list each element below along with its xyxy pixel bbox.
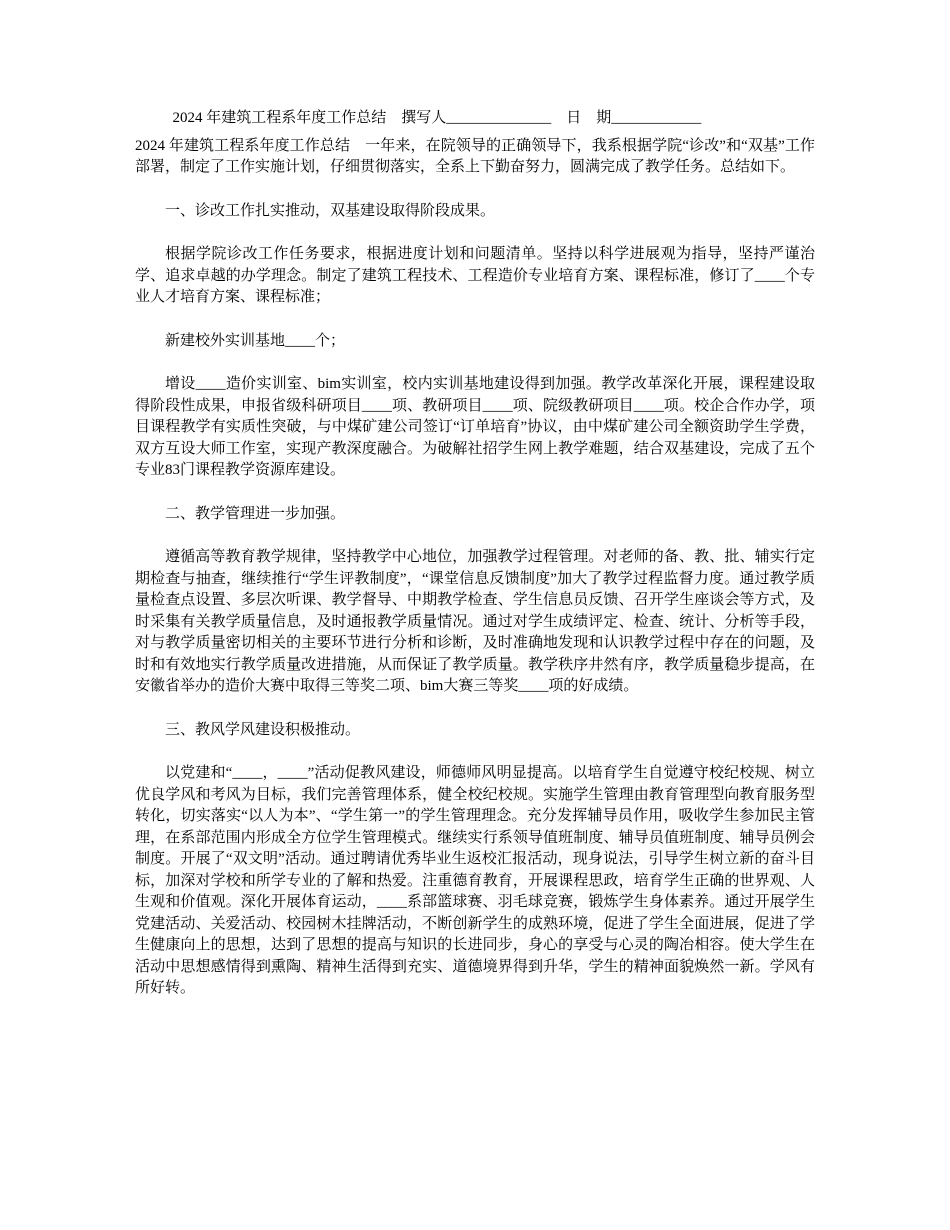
section-1-paragraph-1: 根据学院诊改工作任务要求，根据进度计划和问题清单。坚持以科学进展观为指导，坚持严谨治学、追求卓越的办学理念。制定了建筑工程技术、工程造价专业培育方案、课程标准，修订了____个专业人才培育方案、课程标准； xyxy=(135,246,815,305)
document-title-line: 2024 年建筑工程系年度工作总结 撰写人______________ 日 期____________ xyxy=(172,110,702,126)
document-content xyxy=(135,108,815,1022)
section-3-paragraph-1: 以党建和“____，____”活动促教风建设，师德师风明显提高。以培育学生自觉遵守校纪校规、树立优良学风和考风为目标，我们完善管理体系，健全校纪校规。实施学生管理由教育管理型向教育服务型转化，切实落实“以人为本”、“学生第一”的学生管理理念。充分发挥辅导员作用，吸收学生参加民主管理，在系部范围内形成全方位学生管理模式。继续实行系领导值班制度、辅导员值班制度、辅导员例会制度。开展了“双文明”活动。通过聘请优秀毕业生返校汇报活动，现身说法，引导学生树立新的奋斗目标，加深对学校和所学专业的了解和热爱。注重德育教育，开展课程思政，培育学生正确的世界观、人生观和价值观。深化开展体育运动，____系部篮球赛、羽毛球竞赛，锻炼学生身体素养。通过开展学生党建活动、关爱活动、校园树木挂牌活动，不断创新学生的成熟环境，促进了学生全面进展，促进了学生健康向上的思想，达到了思想的提高与知识的长进同步，身心的享受与心灵的陶冶相容。使大学生在活动中思想感情得到熏陶、精神生活得到充实、道德境界得到升华，学生的精神面貌焕然一新。学风有所好转。 xyxy=(135,765,815,996)
intro-paragraph: 2024 年建筑工程系年度工作总结 一年来，在院领导的正确领导下，我系根据学院“诊改”和“双基”工作部署，制定了工作实施计划，仔细贯彻落实，全系上下勤奋努力，圆满完成了教学任务。总结如下。 xyxy=(135,137,815,175)
section-2-heading: 二、教学管理进一步加强。 xyxy=(165,505,346,522)
section-2-paragraph-1: 遵循高等教育教学规律，坚持教学中心地位，加强教学过程管理。对老师的备、教、批、辅实行定期检查与抽查，继续推行“学生评教制度”，“课堂信息反馈制度”加大了教学过程监督力度。通过教学质量检查点设置、多层次听课、教学督导、中期教学检查、学生信息员反馈、召开学生座谈会等方式，及时采集有关教学质量信息，及时通报教学质量情况。通过对学生成绩评定、检查、统计、分析等手段，对与教学质量密切相关的主要环节进行分析和诊断，及时准确地发现和认识教学过程中存在的问题，及时和有效地实行教学质量改进措施，从而保证了教学质量。教学秩序井然有序，教学质量稳步提高，在安徽省举办的造价大赛中取得三等奖二项、bim大赛三等奖____项的好成绩。 xyxy=(135,549,815,694)
section-1-paragraph-3: 增设____造价实训室、bim实训室，校内实训基地建设得到加强。教学改革深化开展，课程建设取得阶段性成果，申报省级科研项目____项、教研项目____项、院级教研项目____项。校企合作办学，项目课程教学有实质性突破，与中煤矿建公司签订“订单培育”协议，由中煤矿建公司全额资助学生学费，双方互设大师工作室，实现产教深度融合。为破解社招学生网上教学难题，结合双基建设，完成了五个专业83门课程教学资源库建设。 xyxy=(135,376,815,478)
section-1-paragraph-2: 新建校外实训基地____个； xyxy=(165,332,346,349)
section-3-heading: 三、教风学风建设积极推动。 xyxy=(165,721,361,738)
section-1-heading: 一、诊改工作扎实推动，双基建设取得阶段成果。 xyxy=(165,202,496,219)
